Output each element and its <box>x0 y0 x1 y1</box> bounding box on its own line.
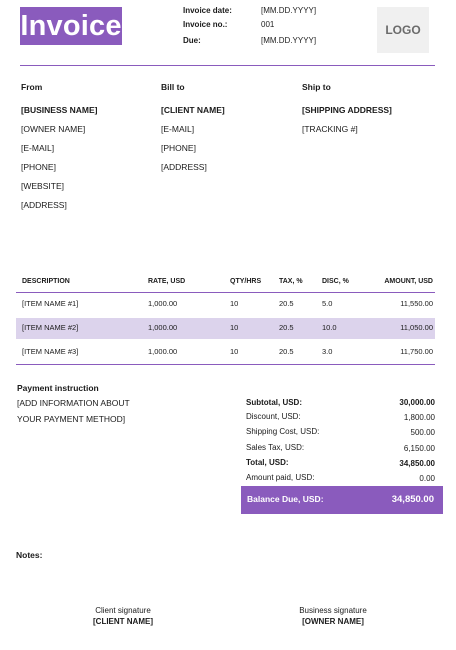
row2-tax[interactable]: 20.5 <box>279 323 294 332</box>
invoice-number-value[interactable]: 001 <box>261 20 275 29</box>
logo-placeholder[interactable]: LOGO <box>377 7 429 53</box>
row3-amount: 11,750.00 <box>400 347 433 356</box>
payment-instruction-line1[interactable]: [ADD INFORMATION ABOUT <box>17 398 130 408</box>
due-date-value[interactable]: [MM.DD.YYYY] <box>261 36 317 45</box>
table-header-discount: DISC, % <box>322 278 349 285</box>
table-header-divider <box>16 292 435 293</box>
from-business-name[interactable]: [BUSINESS NAME] <box>21 105 98 115</box>
due-date-label: Due: <box>183 36 201 45</box>
from-owner-name[interactable]: [OWNER NAME] <box>21 124 86 134</box>
row1-rate[interactable]: 1,000.00 <box>148 299 178 308</box>
row3-tax[interactable]: 20.5 <box>279 347 294 356</box>
table-header-rate: RATE, USD <box>148 278 186 285</box>
table-header-qty: QTY/HRS <box>230 278 262 285</box>
table-bottom-divider <box>16 364 435 365</box>
row1-tax[interactable]: 20.5 <box>279 299 294 308</box>
row2-amount: 11,050.00 <box>400 323 433 332</box>
bill-to-client-name[interactable]: [CLIENT NAME] <box>161 105 225 115</box>
from-heading: From <box>21 82 43 92</box>
row1-amount: 11,550.00 <box>400 299 433 308</box>
header-divider <box>20 65 435 66</box>
total-value: 34,850.00 <box>399 459 435 468</box>
balance-due-label: Balance Due, USD: <box>247 494 324 504</box>
discount-label: Discount, USD: <box>246 412 301 421</box>
from-website[interactable]: [WEBSITE] <box>21 181 64 191</box>
bill-to-phone[interactable]: [PHONE] <box>161 143 196 153</box>
row2-discount[interactable]: 10.0 <box>322 323 337 332</box>
invoice-date-label: Invoice date: <box>183 6 232 15</box>
payment-instruction-line2[interactable]: YOUR PAYMENT METHOD] <box>17 414 126 424</box>
table-header-description: DESCRIPTION <box>22 278 70 285</box>
client-signature-caption: Client signature <box>95 606 151 615</box>
ship-to-heading: Ship to <box>302 82 331 92</box>
sales-tax-label: Sales Tax, USD: <box>246 443 305 452</box>
discount-value: 1,800.00 <box>403 413 435 422</box>
row1-discount[interactable]: 5.0 <box>322 299 333 308</box>
shipping-cost-value[interactable]: 500.00 <box>410 428 435 437</box>
row3-rate[interactable]: 1,000.00 <box>148 347 178 356</box>
sales-tax-value: 6,150.00 <box>403 444 435 453</box>
from-email[interactable]: [E-MAIL] <box>21 143 55 153</box>
balance-due-value: 34,850.00 <box>391 494 434 505</box>
invoice-date-value[interactable]: [MM.DD.YYYY] <box>261 6 317 15</box>
bill-to-heading: Bill to <box>161 82 185 92</box>
table-header-amount: AMOUNT, USD <box>384 278 433 285</box>
amount-paid-value[interactable]: 0.00 <box>419 474 435 483</box>
row2-description[interactable]: [ITEM NAME #2] <box>22 323 79 332</box>
from-phone[interactable]: [PHONE] <box>21 162 56 172</box>
row2-qty[interactable]: 10 <box>230 323 239 332</box>
subtotal-label: Subtotal, USD: <box>246 398 302 407</box>
total-label: Total, USD: <box>246 458 289 467</box>
ship-to-address[interactable]: [SHIPPING ADDRESS] <box>302 105 392 115</box>
row2-rate[interactable]: 1,000.00 <box>148 323 178 332</box>
row1-description[interactable]: [ITEM NAME #1] <box>22 299 79 308</box>
notes-label: Notes: <box>16 550 43 560</box>
row1-qty[interactable]: 10 <box>230 299 239 308</box>
payment-instruction-heading: Payment instruction <box>17 383 99 393</box>
ship-to-tracking[interactable]: [TRACKING #] <box>302 124 358 134</box>
invoice-number-label: Invoice no.: <box>183 20 228 29</box>
table-header-tax: TAX, % <box>279 278 303 285</box>
shipping-cost-label: Shipping Cost, USD: <box>246 427 320 436</box>
amount-paid-label: Amount paid, USD: <box>246 473 315 482</box>
from-address[interactable]: [ADDRESS] <box>21 200 67 210</box>
bill-to-address[interactable]: [ADDRESS] <box>161 162 207 172</box>
invoice-title: Invoice <box>20 7 122 45</box>
table-row-highlight <box>16 318 435 339</box>
bill-to-email[interactable]: [E-MAIL] <box>161 124 195 134</box>
business-signature-caption: Business signature <box>299 606 367 615</box>
row3-qty[interactable]: 10 <box>230 347 239 356</box>
subtotal-value: 30,000.00 <box>399 398 435 407</box>
row3-discount[interactable]: 3.0 <box>322 347 333 356</box>
row3-description[interactable]: [ITEM NAME #3] <box>22 347 79 356</box>
client-signature-name[interactable]: [CLIENT NAME] <box>93 617 153 626</box>
balance-due-box <box>241 486 443 514</box>
business-signature-name[interactable]: [OWNER NAME] <box>302 617 364 626</box>
